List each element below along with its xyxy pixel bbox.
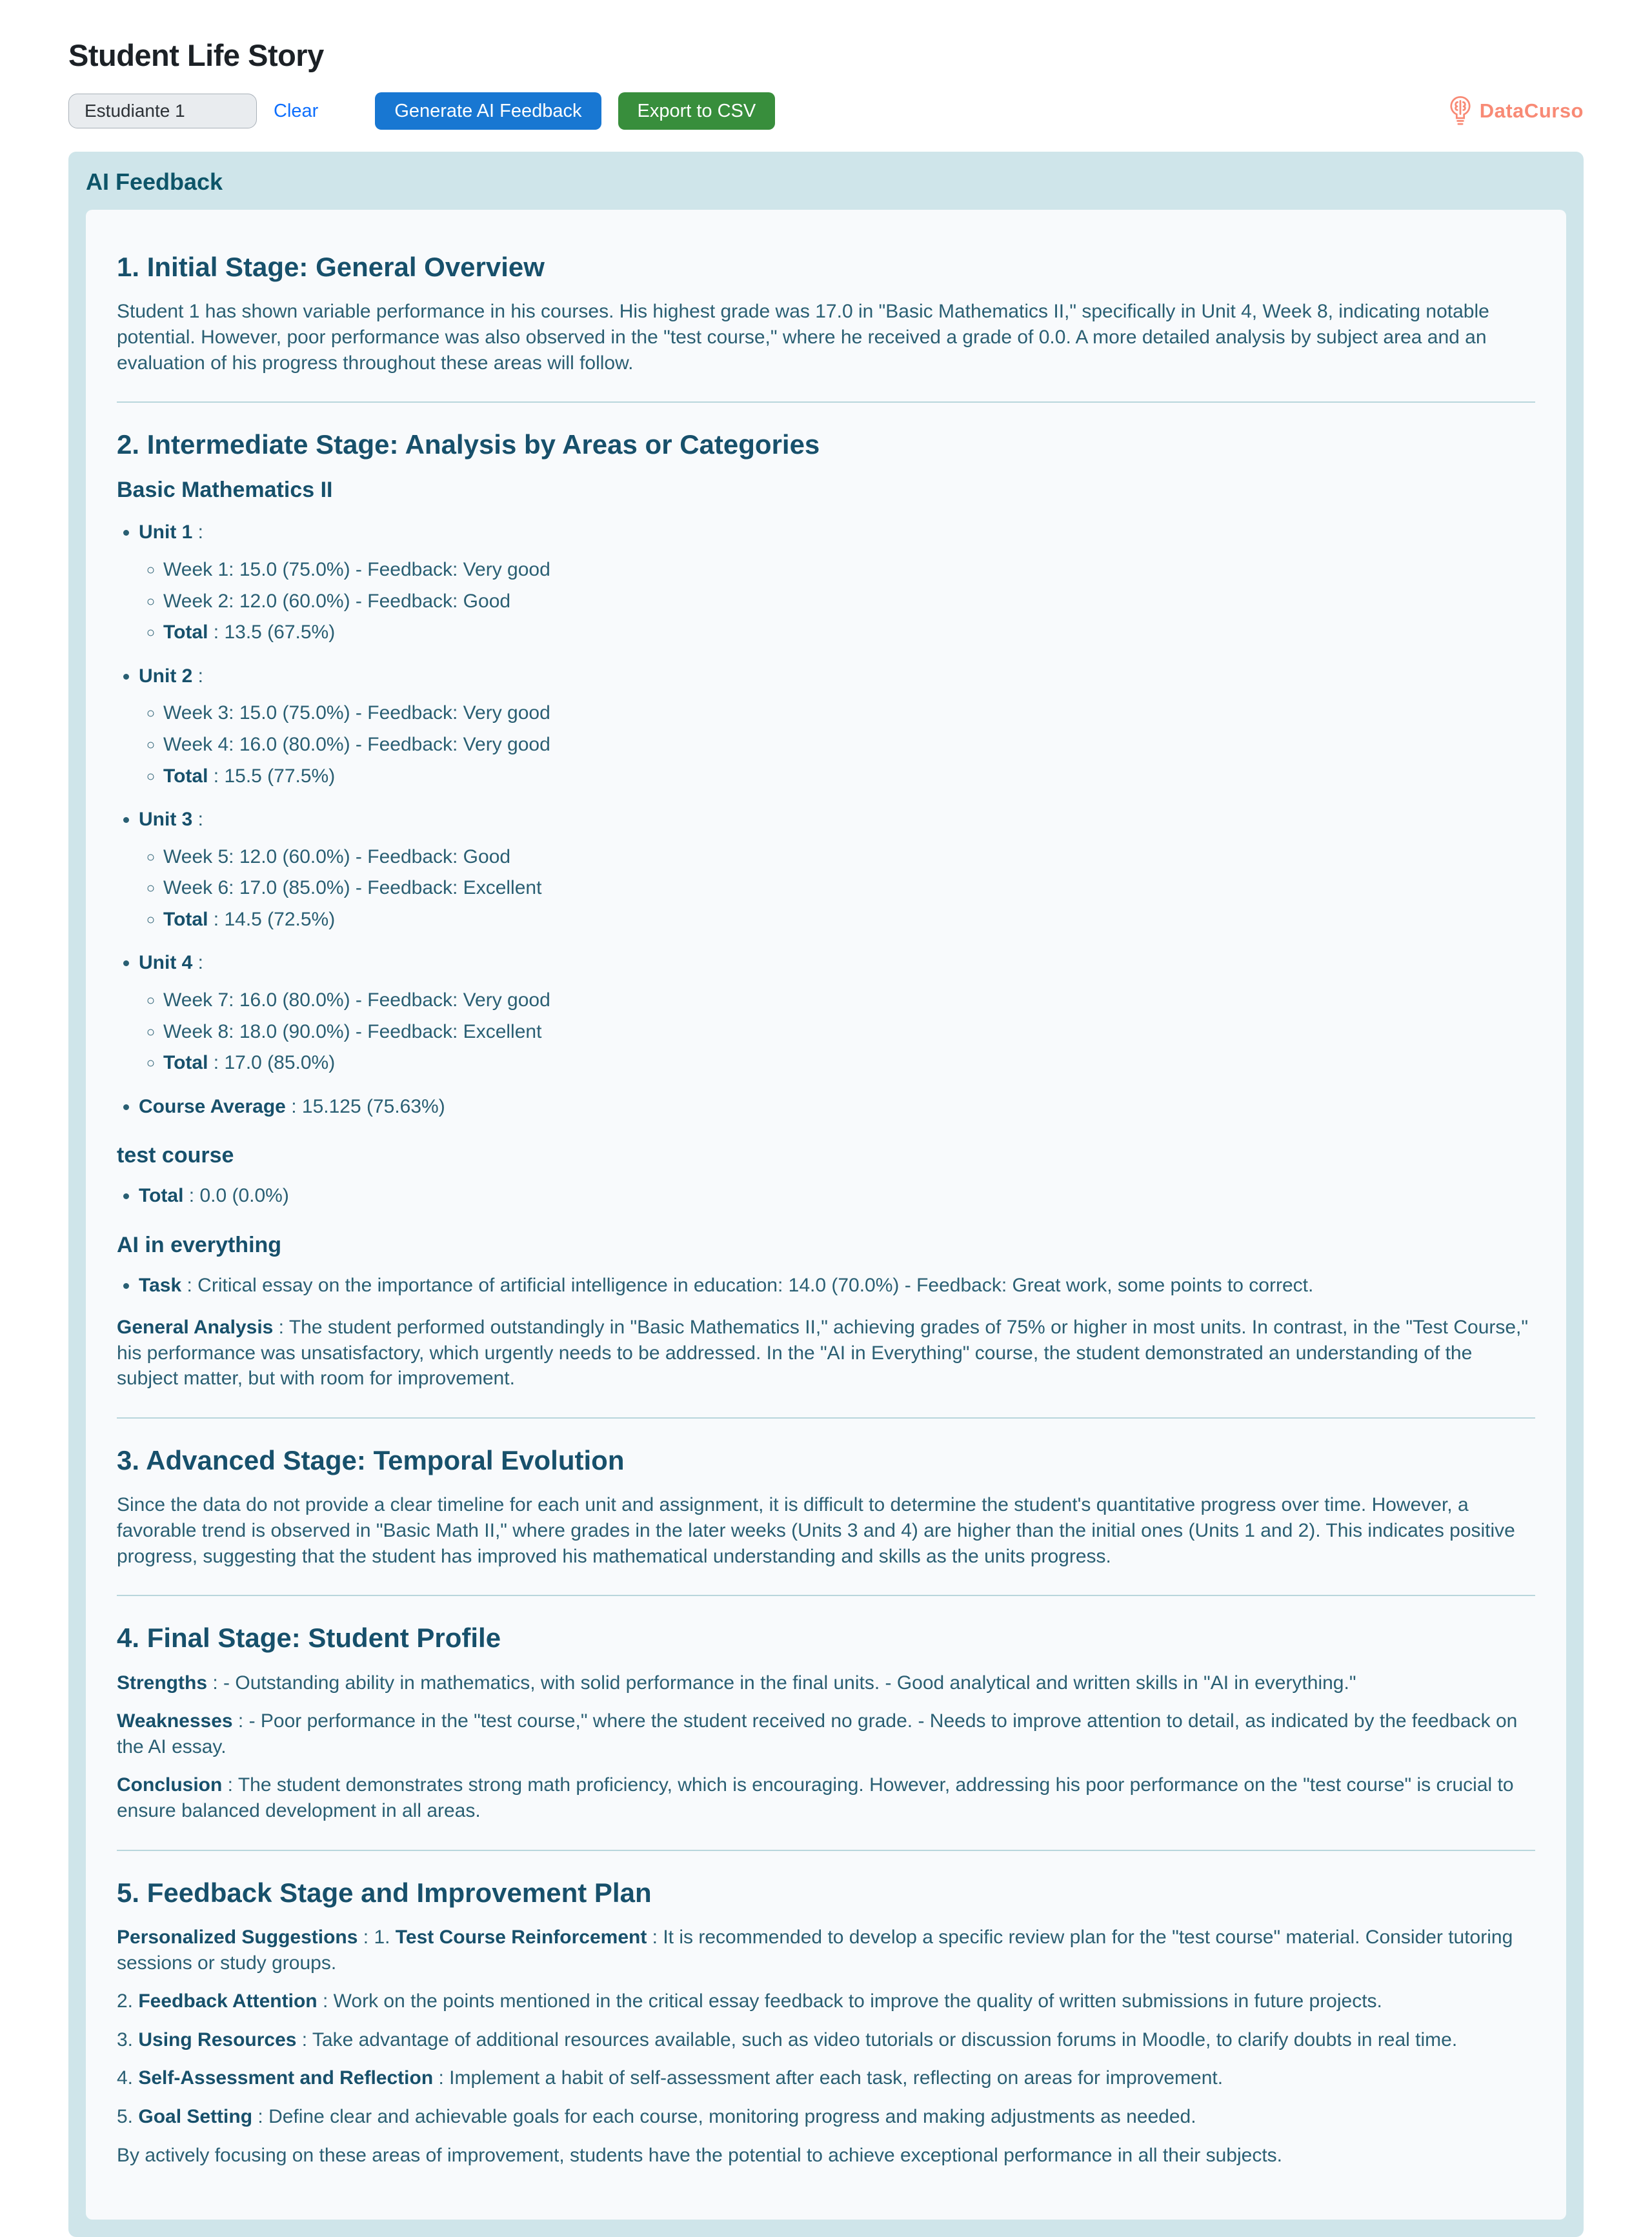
section-1-heading: 1. Initial Stage: General Overview xyxy=(117,252,545,282)
unit-item: • Unit 1 : ◦ Week 1: 15.0 (75.0%) - Feedback: Very good ◦ Week 2: 12.0 (60.0%) - Feedback: Good ◦ Total : 13.5 (67.5%) xyxy=(139,520,1535,645)
page-title: Student Life Story xyxy=(68,38,324,72)
week-item: ◦ Week 5: 12.0 (60.0%) - Feedback: Good xyxy=(163,844,1535,870)
section-1-body: Student 1 has shown variable performance in his courses. His highest grade was 17.0 in "Basic Mathematics II," specifically in Unit 4, Week 8, indicating notable potential. However, poor performance was also observed in the "test course," where he received a grade of 0.0. A more detailed analysis by subject area and an evaluation of his progress throughout these areas will follow. xyxy=(117,301,1489,374)
section-divider xyxy=(117,1850,1535,1851)
student-select[interactable] xyxy=(68,94,257,128)
general-analysis: General Analysis : The student performed outstandingly in "Basic Mathematics II," achieving grades of 75% or higher in most units. In contrast, in the "Test Course," his performance was unsatisfactory, which urgently needs to be addressed. In the "AI in Everything" course, the student demonstrated an understanding of the subject matter, but with room for improvement. xyxy=(117,1317,1529,1390)
suggestion-item-1: Personalized Suggestions : 1. Test Course Reinforcement : It is recommended to develop a specific review plan for the "test course" material. Consider tutoring sessions or study groups. xyxy=(117,1926,1513,1974)
weeks-list xyxy=(139,557,1535,645)
suggestion-item-3: 3. Using Resources : Take advantage of additional resources available, such as video tutorials or discussion forums in Moodle, to clarify doubts in real time. xyxy=(117,2029,1458,2050)
course-heading-ai-in-everything: AI in everything xyxy=(117,1232,282,1257)
units-list xyxy=(117,520,1535,1119)
unit-total: ◦ Total : 13.5 (67.5%) xyxy=(163,620,1535,645)
week-item: ◦ Week 3: 15.0 (75.0%) - Feedback: Very good xyxy=(163,700,1535,726)
ai-feedback-panel xyxy=(68,152,1584,2237)
week-item: ◦ Week 2: 12.0 (60.0%) - Feedback: Good xyxy=(163,589,1535,614)
course-heading-test-course: test course xyxy=(117,1143,234,1168)
datacurso-logo xyxy=(1446,94,1584,128)
course-average-item: • Course Average : 15.125 (75.63%) xyxy=(139,1094,1535,1120)
ai-course-list xyxy=(117,1273,1535,1299)
suggestion-item-2: 2. Feedback Attention : Work on the points mentioned in the critical essay feedback to improve the quality of written submissions in future projects. xyxy=(117,1990,1382,2012)
export-to-csv-button[interactable]: Export to CSV xyxy=(618,92,776,130)
week-item: ◦ Week 6: 17.0 (85.0%) - Feedback: Excellent xyxy=(163,875,1535,901)
panel-header: AI Feedback xyxy=(86,168,223,195)
test-course-list xyxy=(117,1183,1535,1209)
task-item: • Task : Critical essay on the importance of artificial intelligence in education: 14.0 (70.0%) - Feedback: Great work, some points to correct. xyxy=(139,1273,1535,1299)
toolbar xyxy=(68,92,1584,130)
brain-bulb-icon xyxy=(1446,94,1475,128)
weaknesses-paragraph: Weaknesses : - Poor performance in the "test course," where the student received no grade. - Needs to improve attention to detail, as indicated by the feedback on the AI essay. xyxy=(117,1710,1518,1757)
unit-item: • Unit 3 : ◦ Week 5: 12.0 (60.0%) - Feedback: Good ◦ Week 6: 17.0 (85.0%) - Feedback: Excellent ◦ Total : 14.5 (72.5%) xyxy=(139,807,1535,932)
section-4-heading: 4. Final Stage: Student Profile xyxy=(117,1623,501,1654)
unit-total: ◦ Total : 15.5 (77.5%) xyxy=(163,764,1535,789)
section-divider xyxy=(117,1595,1535,1596)
clear-link[interactable]: Clear xyxy=(274,100,319,121)
suggestion-item-5: 5. Goal Setting : Define clear and achievable goals for each course, monitoring progress and making adjustments as needed. xyxy=(117,2105,1196,2127)
weeks-list xyxy=(139,700,1535,789)
week-item: ◦ Week 8: 18.0 (90.0%) - Feedback: Excellent xyxy=(163,1019,1535,1045)
week-item: ◦ Week 1: 15.0 (75.0%) - Feedback: Very good xyxy=(163,557,1535,583)
weeks-list xyxy=(139,987,1535,1076)
section-divider xyxy=(117,401,1535,403)
generate-ai-feedback-button[interactable]: Generate AI Feedback xyxy=(375,92,601,130)
ai-feedback-card xyxy=(86,210,1566,2220)
section-3-heading: 3. Advanced Stage: Temporal Evolution xyxy=(117,1445,625,1476)
suggestion-item-4: 4. Self-Assessment and Reflection : Implement a habit of self-assessment after each task, reflecting on areas for improvement. xyxy=(117,2067,1224,2089)
page xyxy=(0,0,1652,130)
unit-total: ◦ Total : 14.5 (72.5%) xyxy=(163,907,1535,933)
strengths-paragraph: Strengths : - Outstanding ability in mathematics, with solid performance in the final units. - Good analytical and written skills in "AI in everything." xyxy=(117,1672,1356,1694)
conclusion-paragraph: Conclusion : The student demonstrates strong math proficiency, which is encouraging. However, addressing his poor performance on the "test course" is crucial to ensure balanced development in all areas. xyxy=(117,1774,1514,1821)
unit-item: • Unit 2 : ◦ Week 3: 15.0 (75.0%) - Feedback: Very good ◦ Week 4: 16.0 (80.0%) - Feedback: Very good ◦ Total : 15.5 (77.5%) xyxy=(139,663,1535,789)
weeks-list xyxy=(139,844,1535,933)
section-divider xyxy=(117,1417,1535,1419)
section-2-heading: 2. Intermediate Stage: Analysis by Areas or Categories xyxy=(117,429,820,460)
unit-item: • Unit 4 : ◦ Week 7: 16.0 (80.0%) - Feedback: Very good ◦ Week 8: 18.0 (90.0%) - Feedback: Excellent ◦ Total : 17.0 (85.0%) xyxy=(139,950,1535,1075)
week-item: ◦ Week 4: 16.0 (80.0%) - Feedback: Very good xyxy=(163,732,1535,758)
week-item: ◦ Week 7: 16.0 (80.0%) - Feedback: Very good xyxy=(163,987,1535,1013)
unit-total: ◦ Total : 17.0 (85.0%) xyxy=(163,1050,1535,1076)
course-heading-basic-mathematics: Basic Mathematics II xyxy=(117,477,333,502)
section-3-body: Since the data do not provide a clear timeline for each unit and assignment, it is difficult to determine the student's quantitative progress over time. However, a favorable trend is observed in "Basic Math II," where grades in the later weeks (Units 3 and 4) are higher than the initial ones (Units 1 and 2). This indicates positive progress, suggesting that the student has improved his mathematical understanding and skills as the units progress. xyxy=(117,1494,1515,1567)
section-5-heading: 5. Feedback Stage and Improvement Plan xyxy=(117,1877,652,1908)
student-select-value: Estudiante 1 xyxy=(85,101,185,121)
course-total-item: • Total : 0.0 (0.0%) xyxy=(139,1183,1535,1209)
brand-name: DataCurso xyxy=(1479,99,1584,122)
section-5-closing: By actively focusing on these areas of improvement, students have the potential to achieve exceptional performance in all their subjects. xyxy=(117,2144,1283,2166)
